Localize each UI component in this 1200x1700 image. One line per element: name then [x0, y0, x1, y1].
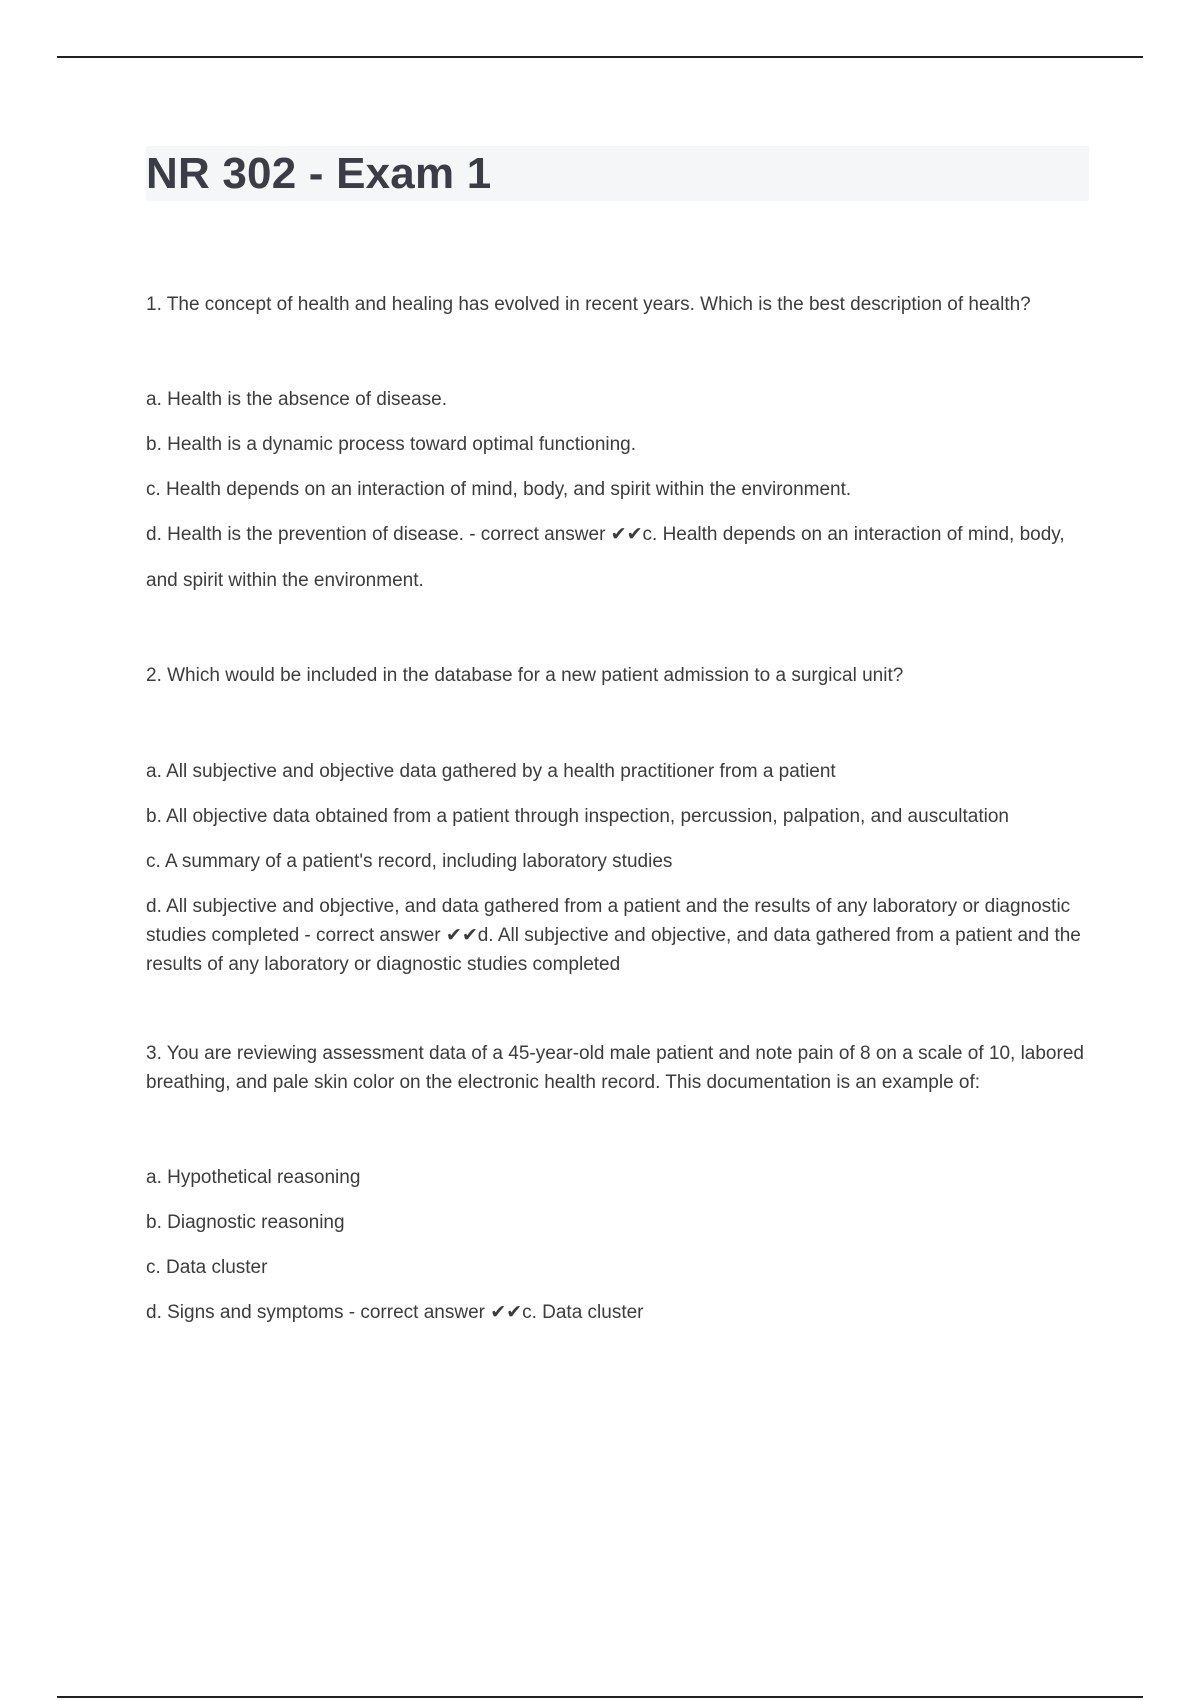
- question-2-option-d-answer: d. All subjective and objective, and data gathered from a patient and the results of any laboratory or diagnostic studies completed - correct answer ✔✔d. All subjective and objective, and data gathered from a patient and the results of any laboratory or diagnostic studies completed: [146, 896, 1081, 975]
- question-2-option-c: c. A summary of a patient's record, including laboratory studies: [146, 851, 673, 872]
- question-1-option-a: a. Health is the absence of disease.: [146, 389, 448, 410]
- question-1-stem: 1. The concept of health and healing has evolved in recent years. Which is the best description of health?: [146, 294, 1031, 315]
- question-3-stem: 3. You are reviewing assessment data of a 45-year-old male patient and note pain of 8 on a scale of 10, labored breathing, and pale skin color on the electronic health record. This documentation is an example of:: [146, 1043, 1084, 1093]
- top-divider: [57, 56, 1143, 58]
- question-1-option-d-answer: d. Health is the prevention of disease. - correct answer ✔✔c. Health depends on an interaction of mind, body, and spirit within the environment.: [146, 524, 1065, 591]
- question-1-option-c: c. Health depends on an interaction of mind, body, and spirit within the environment.: [146, 479, 852, 500]
- question-3-option-c: c. Data cluster: [146, 1257, 268, 1278]
- question-1: [146, 290, 1091, 604]
- question-2-options: [146, 749, 1091, 979]
- document-body: [146, 290, 1091, 1335]
- question-3-option-b: b. Diagnostic reasoning: [146, 1212, 345, 1233]
- question-1-options: [146, 377, 1091, 604]
- question-3: [146, 1039, 1091, 1335]
- bottom-divider: [57, 1696, 1143, 1698]
- question-3-options: [146, 1155, 1091, 1335]
- question-1-option-b: b. Health is a dynamic process toward optimal functioning.: [146, 434, 637, 455]
- question-3-option-d-answer: d. Signs and symptoms - correct answer ✔✔c. Data cluster: [146, 1302, 644, 1323]
- question-2-option-b: b. All objective data obtained from a patient through inspection, percussion, palpation, and auscultation: [146, 806, 1009, 827]
- question-2: [146, 661, 1091, 979]
- question-2-stem: 2. Which would be included in the database for a new patient admission to a surgical unit?: [146, 665, 904, 686]
- question-3-option-a: a. Hypothetical reasoning: [146, 1167, 361, 1188]
- question-2-option-a: a. All subjective and objective data gathered by a health practitioner from a patient: [146, 761, 836, 782]
- document-title: NR 302 - Exam 1: [146, 149, 492, 198]
